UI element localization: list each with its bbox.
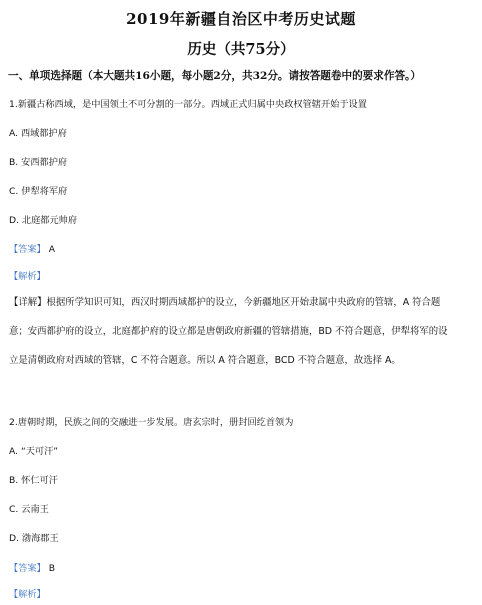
q2-option-a: A. “天可汗” (9, 446, 59, 457)
q2-answer-value: B (48, 563, 56, 574)
q2-option-c: C. 云南王 (9, 504, 49, 515)
q2-answer (9, 560, 55, 574)
q2-option-b: B. 怀仁可汗 (9, 475, 58, 486)
q1-detail-line-1 (9, 294, 440, 308)
q2-answer-label: 【答案】 (9, 563, 46, 574)
q1-detail-label: 【详解】 (9, 297, 47, 308)
q1-answer-value: A (48, 244, 56, 255)
q1-analysis-label: 【解析】 (9, 271, 46, 282)
q1-option-a: A. 西域都护府 (9, 128, 67, 139)
q2-option-d: D. 渤海郡王 (9, 533, 59, 544)
section-heading: 一、单项选择题（本大题共16小题，每小题2分，共32分。请按答题卷中的要求作答。） (8, 70, 421, 82)
q2-analysis-label: 【解析】 (9, 589, 46, 600)
q1-detail-line-2: 意；安西都护府的设立，北庭都护府的设立都是唐朝政府新疆的管辖措施，BD 不符合题意，伊犁将军的设 (9, 326, 448, 337)
q1-detail-line-3: 立是清朝政府对西域的管辖，C 不符合题意。所以 A 符合题意，BCD 不符合题意，故选择 A。 (9, 355, 401, 366)
q1-stem: 1.新疆古称西域，是中国领土不可分割的一部分。西域正式归属中央政权管辖开始于设置 (9, 99, 367, 110)
q1-option-c: C. 伊犁将军府 (9, 186, 68, 197)
document-title: 2019年新疆自治区中考历史试题 (126, 10, 356, 28)
q1-option-b: B. 安西都护府 (9, 157, 68, 168)
q2-stem: 2.唐朝时期，民族之间的交融进一步发展。唐玄宗时，册封回纥首领为 (9, 417, 294, 428)
document-subtitle: 历史（共75分） (187, 41, 295, 58)
q1-detail-text-1: 根据所学知识可知，西汉时期西域都护的设立，今新疆地区开始隶属中央政府的管辖，A 符合题 (46, 297, 441, 308)
q1-option-d: D. 北庭都元帅府 (9, 215, 78, 226)
q1-answer-label: 【答案】 (9, 244, 46, 255)
q1-answer (9, 241, 55, 255)
